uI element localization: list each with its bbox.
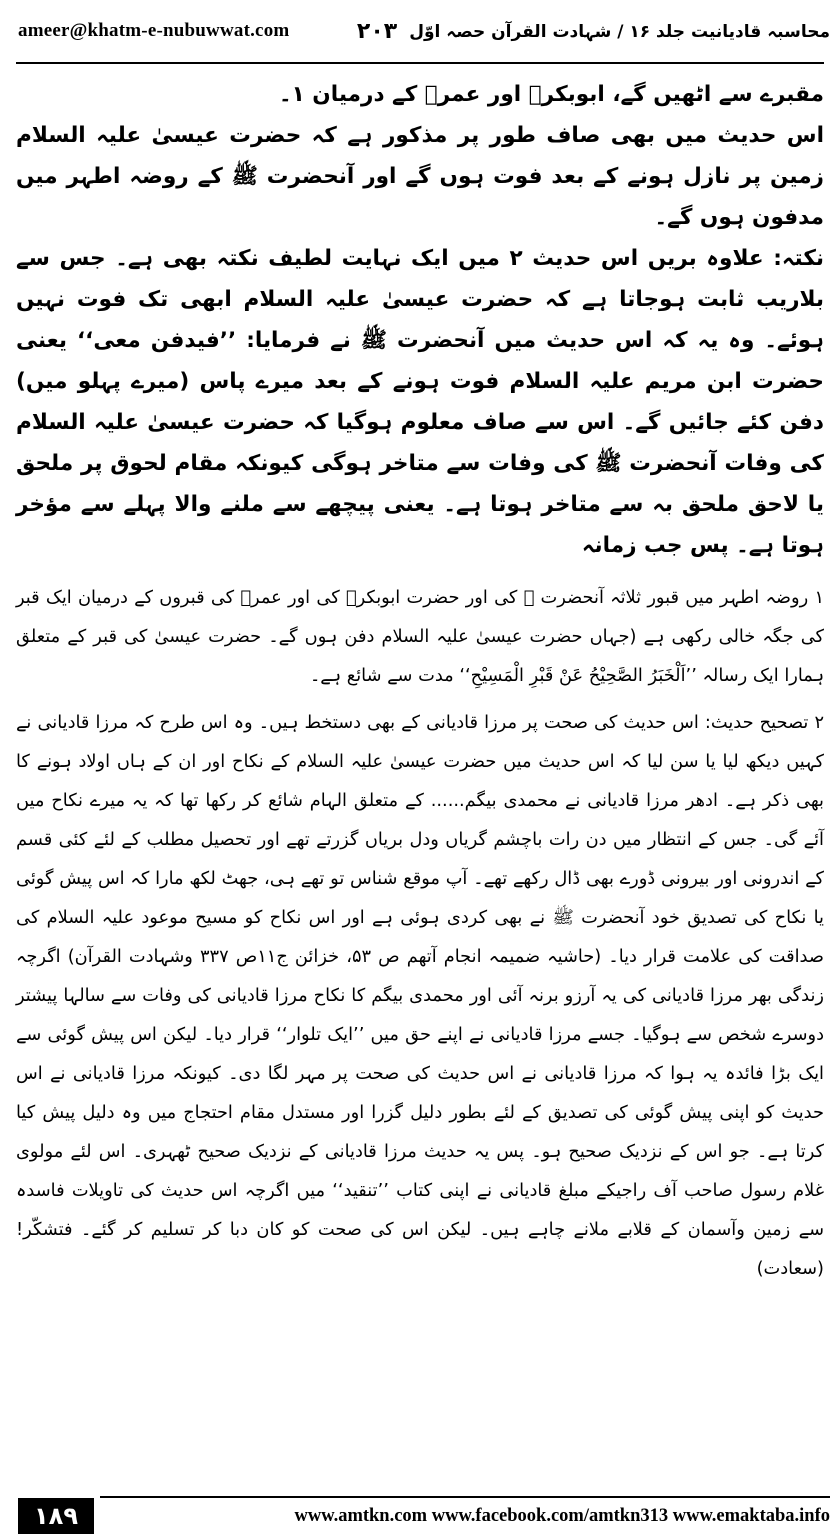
- footer-page-number: ۱۸۹: [18, 1498, 94, 1534]
- footer-links: www.amtkn.com www.facebook.com/amtkn313 www.emaktaba.info: [294, 1505, 830, 1526]
- body-paragraph: مقبرے سے اٹھیں گے، ابوبکرؓ اور عمرؓ کے درمیان ۱۔: [278, 82, 824, 107]
- header-book-title: محاسبہ قادیانیت جلد ۱۶ / شہادت القرآن حصہ اوّل: [409, 21, 830, 42]
- body-paragraph: اس حدیث میں بھی صاف طور پر مذکور ہے کہ حضرت عیسیٰ علیہ السلام زمین پر نازل ہونے کے بعد فوت ہوں گے اور آنحضرت ﷺ کے روضہ اطہر میں مدفون ہوں گے۔: [16, 123, 824, 230]
- header-rule: [16, 62, 824, 64]
- body-paragraph-nukta: نکتہ: علاوہ بریں اس حدیث ۲ میں ایک نہایت لطیف نکتہ بھی ہے۔ جس سے بلاریب ثابت ہوجاتا ہے کہ حضرت عیسیٰ علیہ السلام ابھی تک فوت نہیں ہوئے۔ وہ یہ کہ اس حدیث میں آنحضرت ﷺ نے فرمایا: ’’فیدفن معی‘‘ یعنی حضرت ابن مریم علیہ السلام فوت ہونے کے بعد میرے پاس (میرے پہلو میں) دفن کئے جائیں گے۔ اس سے صاف معلوم ہوگیا کہ حضرت عیسیٰ علیہ السلام کی وفات آنحضرت ﷺ کی وفات سے متاخر ہوگی کیونکہ مقام لحوق پر ملحق یا لاحق ملحق بہ سے متاخر ہوتا ہے۔ یعنی پیچھے سے ملنے والا پہلے سے مؤخر ہوتا ہے۔ پس جب زمانہ: [16, 246, 824, 558]
- page-footer: [0, 1494, 840, 1538]
- header-page-number: ۲۰۳: [356, 18, 398, 44]
- page-content: [16, 74, 824, 1288]
- page-header: [0, 0, 840, 62]
- header-email: ameer@khatm-e-nubuwwat.com: [18, 20, 290, 41]
- footnote-2: ۲ تصحیح حدیث: اس حدیث کی صحت پر مرزا قادیانی کے بھی دستخط ہیں۔ وہ اس طرح کہ مرزا قادیانی نے کہیں دیکھ لیا یا سن لیا کہ اس حدیث میں حضرت عیسیٰ علیہ السلام کے نکاح اور ان کے ہاں اولاد ہونے کا بھی ذکر ہے۔ ادھر مرزا قادیانی نے محمدی بیگم...... کے متعلق الہام شائع کر رکھا تھا کہ یہ میرے نکاح میں آئے گی۔ جس کے انتظار میں دن رات باچشم گریاں ودل بریاں گزرتے تھے اور تحصیل مطلب کے لئے کئی قسم کے اندرونی اور بیرونی ڈورے بھی ڈال رکھے تھے۔ آپ موقع شناس تو تھے ہی، جھٹ لکھ مارا کہ اس پیش گوئی یا نکاح کی تصدیق خود آنحضرت ﷺ نے بھی کردی ہوئی ہے اور اس نکاح کو مسیح موعود علیہ السلام کی صداقت کی علامت قرار دیا۔ (حاشیہ ضمیمہ انجام آتھم ص ۵۳، خزائن ج۱۱ص ۳۳۷ وشہادت القرآن) اگرچہ زندگی بھر مرزا قادیانی کی یہ آرزو برنہ آئی اور محمدی بیگم کا نکاح مرزا قادیانی کی وفات سے سالہا پیشتر دوسرے شخص سے ہوگیا۔ جسے مرزا قادیانی نے اپنے حق میں ’’ایک تلوار‘‘ قرار دیا۔ لیکن اس پیش گوئی سے ایک بڑا فائدہ یہ ہوا کہ مرزا قادیانی نے اس حدیث کی صحت پر مہر لگا دی۔ کیونکہ مرزا قادیانی نے اس حدیث کو اپنی پیش گوئی کی تصدیق کے لئے بطور دلیل گزرا اور مستدل مقام احتجاج میں وہ دلیل پیش کیا کرتا ہے۔ جو اس کے نزدیک صحیح ہو۔ پس یہ حدیث مرزا قادیانی کے نزدیک صحیح ٹھہری۔ اس لئے مولوی غلام رسول صاحب آف راجیکے مبلغ قادیانی نے اپنی کتاب ’’تنقید‘‘ میں اگرچہ اس حدیث کی تاویلات فاسدہ سے زمین وآسمان کے قلابے ملانے چاہے ہیں۔ لیکن اس کی صحت کو کان دبا کر تسلیم کر گئے۔ فتشکّر! (سعادت): [16, 712, 824, 1279]
- footnote-1: ۱ روضہ اطہر میں قبور ثلاثہ آنحضرت ﷺ کی اور حضرت ابوبکرؓ کی اور عمرؓ کی قبروں کے درمیان ایک قبر کی جگہ خالی رکھی ہے (جہاں حضرت عیسیٰ علیہ السلام دفن ہوں گے۔ حضرت عیسیٰ کی قبر کے متعلق ہمارا ایک رسالہ ’’اَلْخَبَرُ الصَّحِیْحُ عَنْ قَبْرِ الْمَسِیْحِ‘‘ مدت سے شائع ہے۔: [16, 587, 824, 686]
- header-right: [357, 19, 830, 44]
- footnote-gap: [16, 695, 824, 703]
- section-gap: [16, 566, 824, 578]
